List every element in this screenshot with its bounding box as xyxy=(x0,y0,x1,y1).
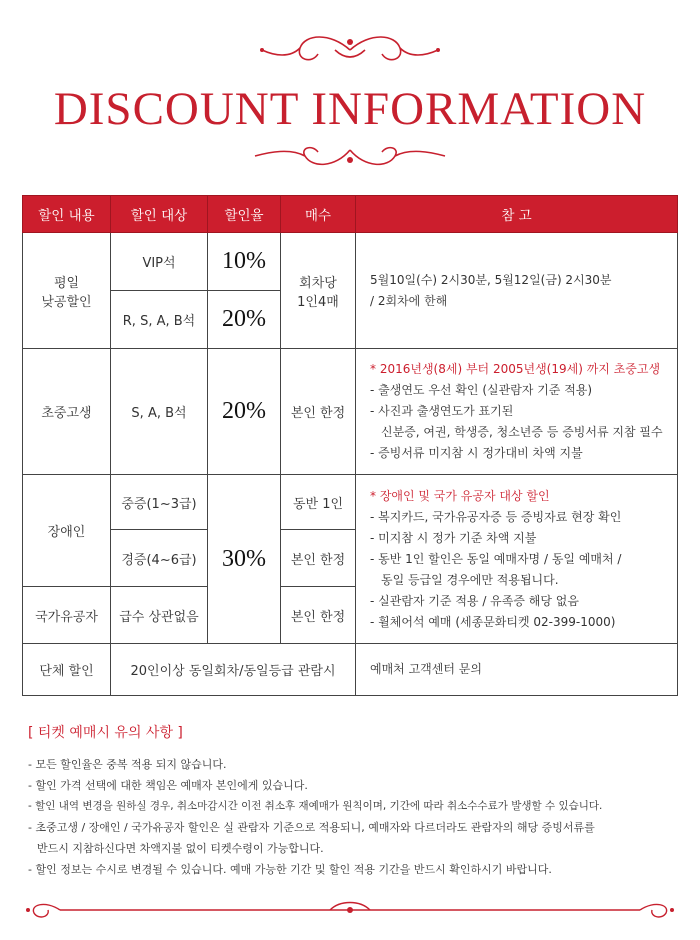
disabled-target-severe: 중증(1~3급) xyxy=(111,475,208,530)
disabled-target-mild: 경증(4~6급) xyxy=(111,530,208,587)
table-row xyxy=(23,349,678,475)
group-note: 예매처 고객센터 문의 xyxy=(356,644,678,696)
table-row xyxy=(23,475,678,530)
disabled-label: 장애인 xyxy=(23,475,111,587)
table-row xyxy=(23,233,678,291)
table-header-row xyxy=(23,196,678,233)
header-count: 매수 xyxy=(281,196,356,233)
list-item: - 초중고생 / 장애인 / 국가유공자 할인은 실 관람자 기준으로 적용되니, 예매자와 다르더라도 관람자의 해당 증빙서류를 xyxy=(28,821,595,834)
list-item: - 할인 가격 선택에 대한 책임은 예매자 본인에게 있습니다. xyxy=(28,779,308,792)
group-label: 단체 할인 xyxy=(23,644,111,696)
weekday-count: 회차당 1인4매 xyxy=(281,233,356,349)
notice-section xyxy=(28,722,668,880)
veteran-label: 국가유공자 xyxy=(23,587,111,644)
discount-table xyxy=(22,195,678,696)
list-item: - 할인 내역 변경을 원하실 경우, 취소마감시간 이전 취소후 재예매가 원칙이며, 기간에 따라 취소수수료가 발생할 수 있습니다. xyxy=(28,800,603,812)
student-rate: 20% xyxy=(208,349,281,475)
weekday-target-vip: VIP석 xyxy=(111,233,208,291)
header-note: 참 고 xyxy=(356,196,678,233)
student-target: S, A, B석 xyxy=(111,349,208,475)
veteran-target: 급수 상관없음 xyxy=(111,587,208,644)
notice-title: [ 티켓 예매시 유의 사항 ] xyxy=(28,725,183,741)
disabled-count-mild: 본인 한정 xyxy=(281,530,356,587)
list-item: - 할인 정보는 수시로 변경될 수 있습니다. 예매 가능한 기간 및 할인 적용 기간을 반드시 확인하시기 바랍니다. xyxy=(28,863,552,876)
title-ornament xyxy=(0,140,700,180)
veteran-count: 본인 한정 xyxy=(281,587,356,644)
notice-list xyxy=(28,754,668,880)
header-rate: 할인율 xyxy=(208,196,281,233)
top-ornament xyxy=(0,30,700,82)
table-row xyxy=(23,644,678,696)
weekday-rate-rsab: 20% xyxy=(208,291,281,349)
group-target: 20인이상 동일회차/동일등급 관람시 xyxy=(111,644,356,696)
student-note: * 2016년생(8세) 부터 2005년생(19세) 까지 초중고생 - 출생연도 우선 확인 (실관람자 기준 적용) - 사진과 출생연도가 표기된 신분증, 여권, 학생증, 청소년증 등 증빙서류 지참 필수 - 증빙서류 미지참 시 정가대비 차액 지불 xyxy=(356,349,678,475)
header-discount-type: 할인 내용 xyxy=(23,196,111,233)
student-label: 초중고생 xyxy=(23,349,111,475)
list-item: - 모든 할인율은 중복 적용 되지 않습니다. xyxy=(28,758,227,771)
weekday-target-rsab: R, S, A, B석 xyxy=(111,291,208,349)
weekday-label: 평일 낮공할인 xyxy=(23,233,111,349)
weekday-rate-vip: 10% xyxy=(208,233,281,291)
weekday-note: 5월10일(수) 2시30분, 5월12일(금) 2시30분 / 2회차에 한해 xyxy=(356,233,678,349)
disabled-note: * 장애인 및 국가 유공자 대상 할인 - 복지카드, 국가유공자증 등 증빙자료 현장 확인 - 미지참 시 정가 기준 차액 지불 - 동반 1인 할인은 동일 예매자명 / 동일 예매처 / 동일 등급일 경우에만 적용됩니다. - 실관람자 기준 적용 / 유족증 해당 없음 - 휠체어석 예매 (세종문화티켓 02-399-1000) xyxy=(356,475,678,644)
student-count: 본인 한정 xyxy=(281,349,356,475)
disabled-count-severe: 동반 1인 xyxy=(281,475,356,530)
list-item: 반드시 지참하신다면 차액지불 없이 티켓수령이 가능합니다. xyxy=(37,842,324,855)
disabled-rate: 30% xyxy=(208,475,281,644)
page-title: DISCOUNT INFORMATION xyxy=(53,83,647,135)
bottom-ornament xyxy=(0,895,700,925)
header-target: 할인 대상 xyxy=(111,196,208,233)
